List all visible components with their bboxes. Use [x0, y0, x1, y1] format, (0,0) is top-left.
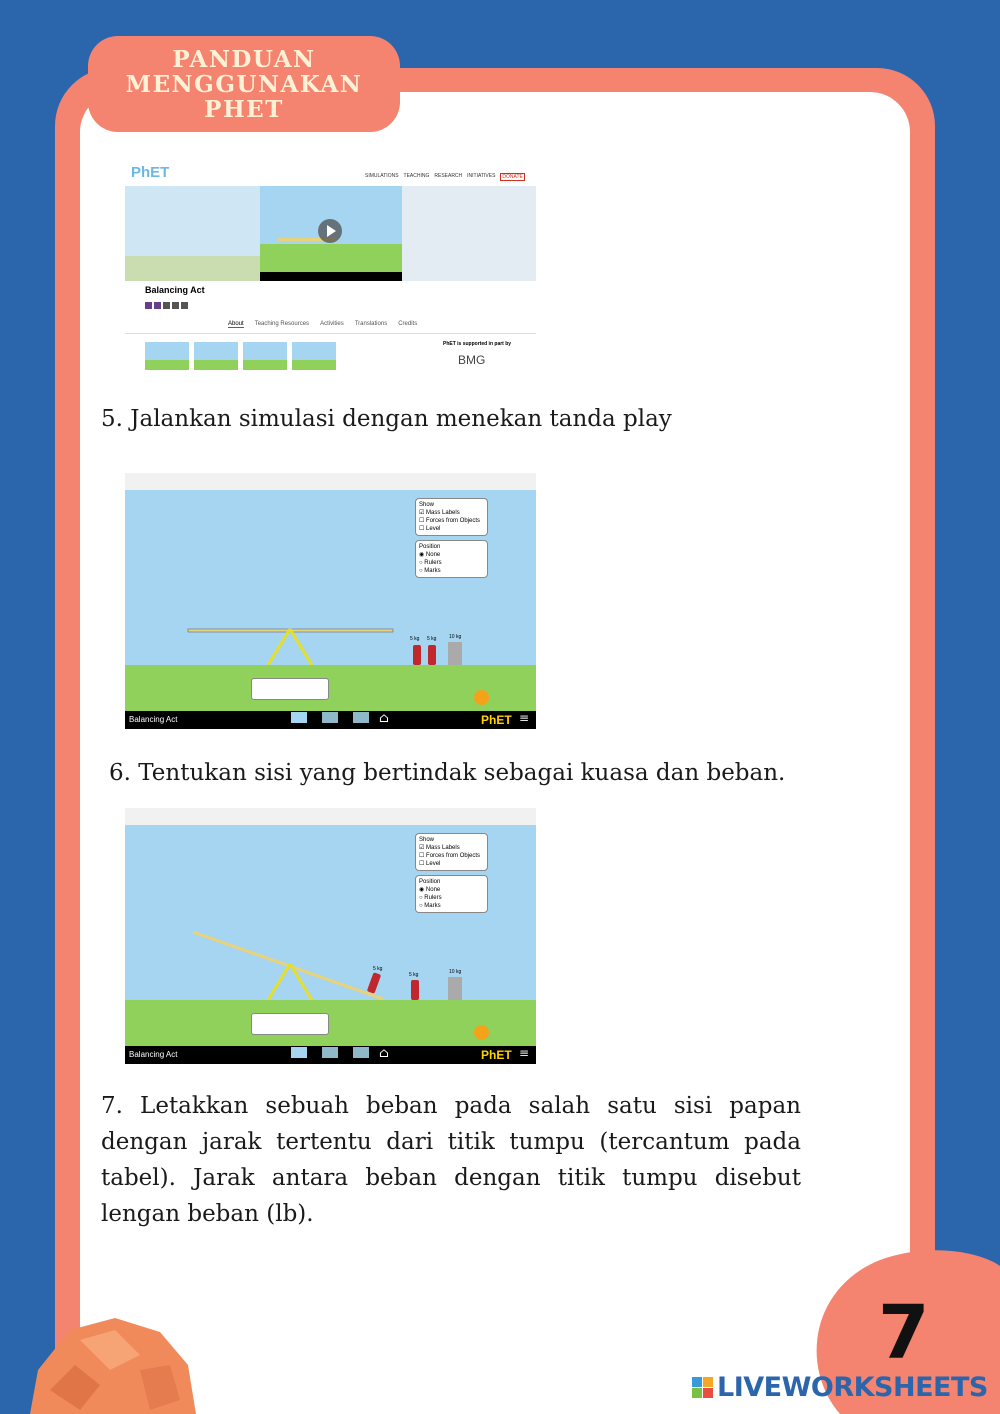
- sponsor-logo: BMG: [458, 353, 486, 367]
- sim-app-name: Balancing Act: [129, 1050, 178, 1059]
- mass-label: 5 kg: [409, 972, 419, 978]
- position-option[interactable]: ○ Marks: [419, 568, 441, 574]
- seesaw-level: [125, 490, 536, 665]
- tab-about[interactable]: About: [228, 321, 244, 327]
- screen-game[interactable]: [353, 712, 369, 723]
- tab-teaching-resources[interactable]: Teaching Resources: [254, 321, 310, 327]
- phet-logo[interactable]: PhET: [481, 1048, 512, 1062]
- position-title: Position: [419, 544, 441, 550]
- sim-title: Balancing Act: [145, 285, 205, 295]
- site-banner: [125, 186, 536, 281]
- support-toggle[interactable]: [251, 678, 329, 700]
- home-icon[interactable]: ⌂: [379, 711, 389, 726]
- play-icon: [318, 219, 342, 243]
- nav-teaching[interactable]: TEACHING: [403, 173, 430, 179]
- support-toggle[interactable]: [251, 1013, 329, 1035]
- mass-label: 10 kg: [449, 969, 462, 975]
- tab-credits[interactable]: Credits: [398, 321, 418, 327]
- screen-balance-lab[interactable]: [322, 1047, 338, 1058]
- step-6-text: 6. Tentukan sisi yang bertindak sebagai kuasa dan beban.: [109, 760, 786, 786]
- show-option[interactable]: ☐ Level: [419, 526, 441, 532]
- seesaw-tilted: [125, 825, 536, 1000]
- thumbnail[interactable]: [243, 342, 287, 370]
- liveworksheets-watermark: [692, 1372, 988, 1403]
- nav-initiatives[interactable]: INITIATIVES: [467, 173, 496, 179]
- sim-ground: [125, 665, 536, 711]
- position-option[interactable]: ◉ None: [419, 887, 441, 893]
- menu-icon[interactable]: ≡: [519, 711, 530, 725]
- thumbnail[interactable]: [194, 342, 238, 370]
- show-option[interactable]: ☑ Mass Labels: [419, 845, 460, 851]
- step-5-text: 5. Jalankan simulasi dengan menekan tanda play: [101, 406, 672, 432]
- screen-intro[interactable]: [291, 1047, 307, 1058]
- tab-activities[interactable]: Activities: [320, 321, 344, 327]
- browser-bar: [125, 808, 536, 825]
- position-option[interactable]: ○ Rulers: [419, 895, 442, 901]
- phet-logo[interactable]: PhET: [481, 713, 512, 727]
- page-number: 7: [878, 1290, 930, 1376]
- title-line-3: PHET: [204, 95, 284, 123]
- site-tabs: [228, 321, 417, 328]
- nav-donate[interactable]: DONATE: [502, 174, 523, 180]
- show-option[interactable]: ☑ Mass Labels: [419, 510, 460, 516]
- position-title: Position: [419, 879, 441, 885]
- site-nav: [365, 173, 525, 181]
- reset-button[interactable]: [474, 1025, 489, 1040]
- rock-decoration: [20, 1310, 200, 1414]
- reset-button[interactable]: [474, 690, 489, 705]
- thumbnail-row: [145, 342, 336, 370]
- show-title: Show: [419, 837, 435, 843]
- title-line-2: MENGGUNAKAN: [125, 70, 363, 98]
- browser-bar: [125, 473, 536, 490]
- liveworksheets-logo: [692, 1377, 713, 1398]
- show-option[interactable]: ☐ Forces from Objects: [419, 853, 481, 859]
- mass-label: 10 kg: [449, 634, 462, 640]
- screen-balance-lab[interactable]: [322, 712, 338, 723]
- nav-research[interactable]: RESEARCH: [434, 173, 463, 179]
- step-7-text: 7. Letakkan sebuah beban pada salah satu sisi papan dengan jarak tertentu dari titik tumpu (tercantum pada tabel). Jarak antara beban dengan titik tumpu disebut lengan beban (lb).: [101, 1093, 801, 1227]
- phet-sim-screenshot-balanced: [125, 473, 536, 729]
- screen-intro[interactable]: [291, 712, 307, 723]
- tab-translations[interactable]: Translations: [354, 321, 388, 327]
- play-button[interactable]: [318, 219, 342, 243]
- show-title: Show: [419, 502, 435, 508]
- mass-label: 5 kg: [410, 636, 420, 642]
- sponsor-text: PhET is supported in part by: [443, 341, 512, 347]
- phet-website-screenshot: [125, 158, 536, 373]
- screen-game[interactable]: [353, 1047, 369, 1058]
- home-icon[interactable]: ⌂: [379, 1046, 389, 1061]
- position-option[interactable]: ◉ None: [419, 552, 441, 558]
- mass-label: 5 kg: [427, 636, 437, 642]
- position-option[interactable]: ○ Rulers: [419, 560, 442, 566]
- sim-app-name: Balancing Act: [129, 715, 178, 724]
- thumbnail[interactable]: [292, 342, 336, 370]
- show-option[interactable]: ☐ Level: [419, 861, 441, 867]
- sim-preview: [260, 186, 402, 281]
- liveworksheets-text: LIVEWORKSHEETS: [717, 1372, 988, 1403]
- mass-label: 5 kg: [373, 966, 383, 972]
- menu-icon[interactable]: ≡: [519, 1046, 530, 1060]
- phet-sim-screenshot-tilted: [125, 808, 536, 1064]
- show-option[interactable]: ☐ Forces from Objects: [419, 518, 481, 524]
- nav-simulations[interactable]: SIMULATIONS: [365, 173, 399, 179]
- share-icons: [145, 302, 188, 309]
- guide-title-tab: [88, 36, 400, 132]
- position-option[interactable]: ○ Marks: [419, 903, 441, 909]
- sim-ground: [125, 1000, 536, 1046]
- thumbnail[interactable]: [145, 342, 189, 370]
- phet-site-logo: PhET: [131, 164, 170, 181]
- title-line-1: PANDUAN: [172, 45, 316, 73]
